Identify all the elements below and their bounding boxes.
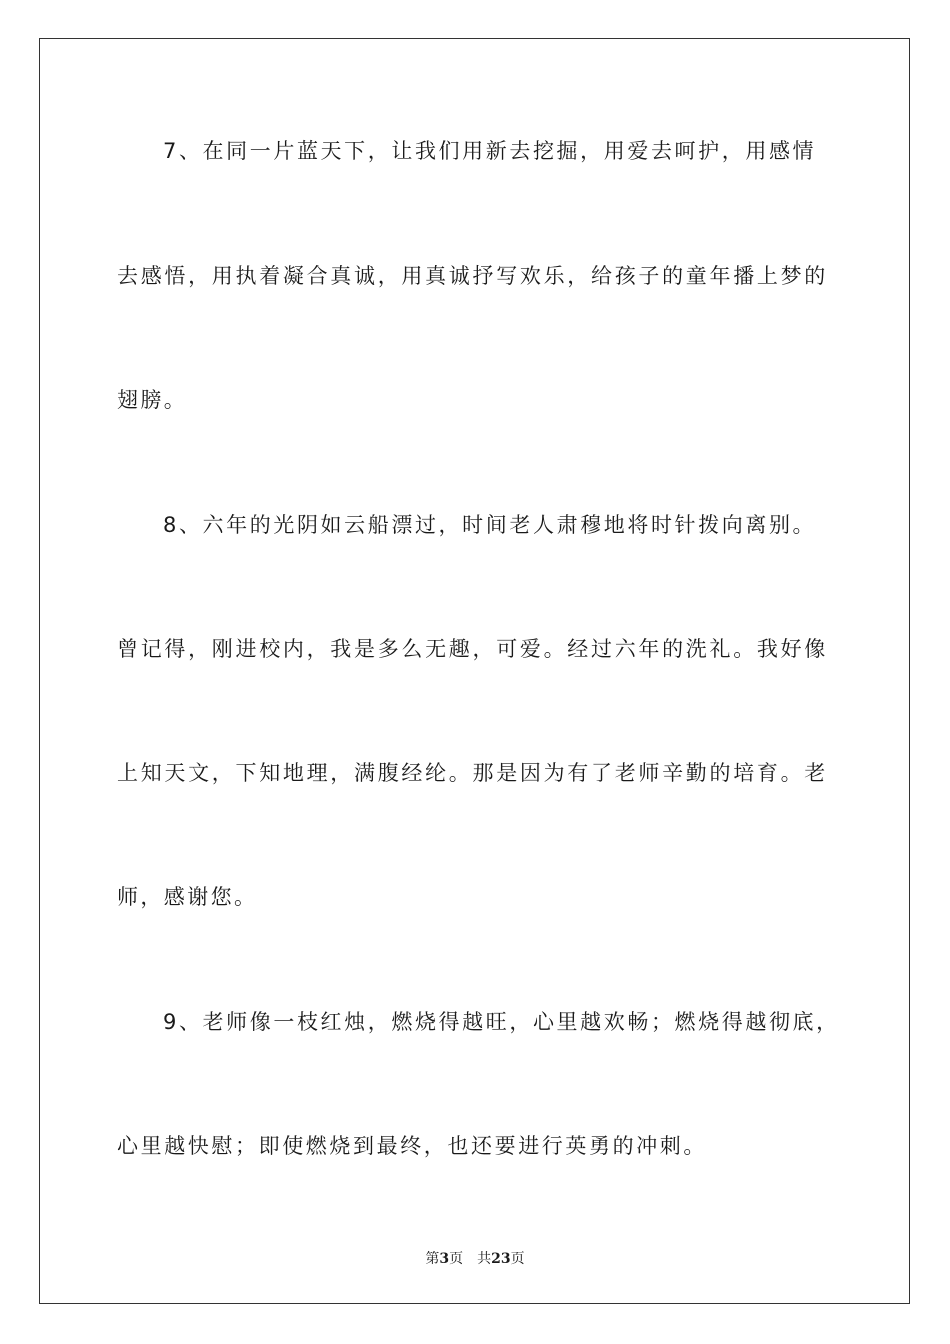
page-current: 3	[439, 1251, 450, 1267]
paragraph-9-line-2: 心里越快慰；即使燃烧到最终，也还要进行英勇的冲刺。	[117, 1134, 707, 1158]
paragraph-7-line-3: 翅膀。	[117, 388, 188, 412]
paragraph-8-line-1: 8、六年的光阴如云船漂过，时间老人肃穆地将时针拨向离别。	[163, 513, 817, 537]
page-total: 23	[491, 1251, 511, 1267]
page-prefix: 第	[425, 1251, 440, 1267]
total-prefix: 共	[477, 1251, 492, 1267]
paragraph-7-line-2: 去感悟，用执着凝合真诚，用真诚抒写欢乐，给孩子的童年播上梦的	[117, 264, 828, 288]
page-suffix: 页	[449, 1251, 464, 1267]
total-suffix: 页	[510, 1251, 525, 1267]
paragraph-7-line-1: 7、在同一片蓝天下，让我们用新去挖掘，用爱去呵护，用感情	[163, 139, 817, 163]
paragraph-9-line-1: 9、老师像一枝红烛，燃烧得越旺，心里越欢畅；燃烧得越彻底，	[163, 1010, 840, 1034]
page-footer	[0, 1248, 950, 1268]
paragraph-8-line-2: 曾记得，刚进校内，我是多么无趣，可爱。经过六年的洗礼。我好像	[117, 637, 828, 661]
page-border	[39, 38, 910, 1304]
paragraph-8-line-4: 师，感谢您。	[117, 885, 258, 909]
paragraph-8-line-3: 上知天文，下知地理，满腹经纶。那是因为有了老师辛勤的培育。老	[117, 761, 828, 785]
